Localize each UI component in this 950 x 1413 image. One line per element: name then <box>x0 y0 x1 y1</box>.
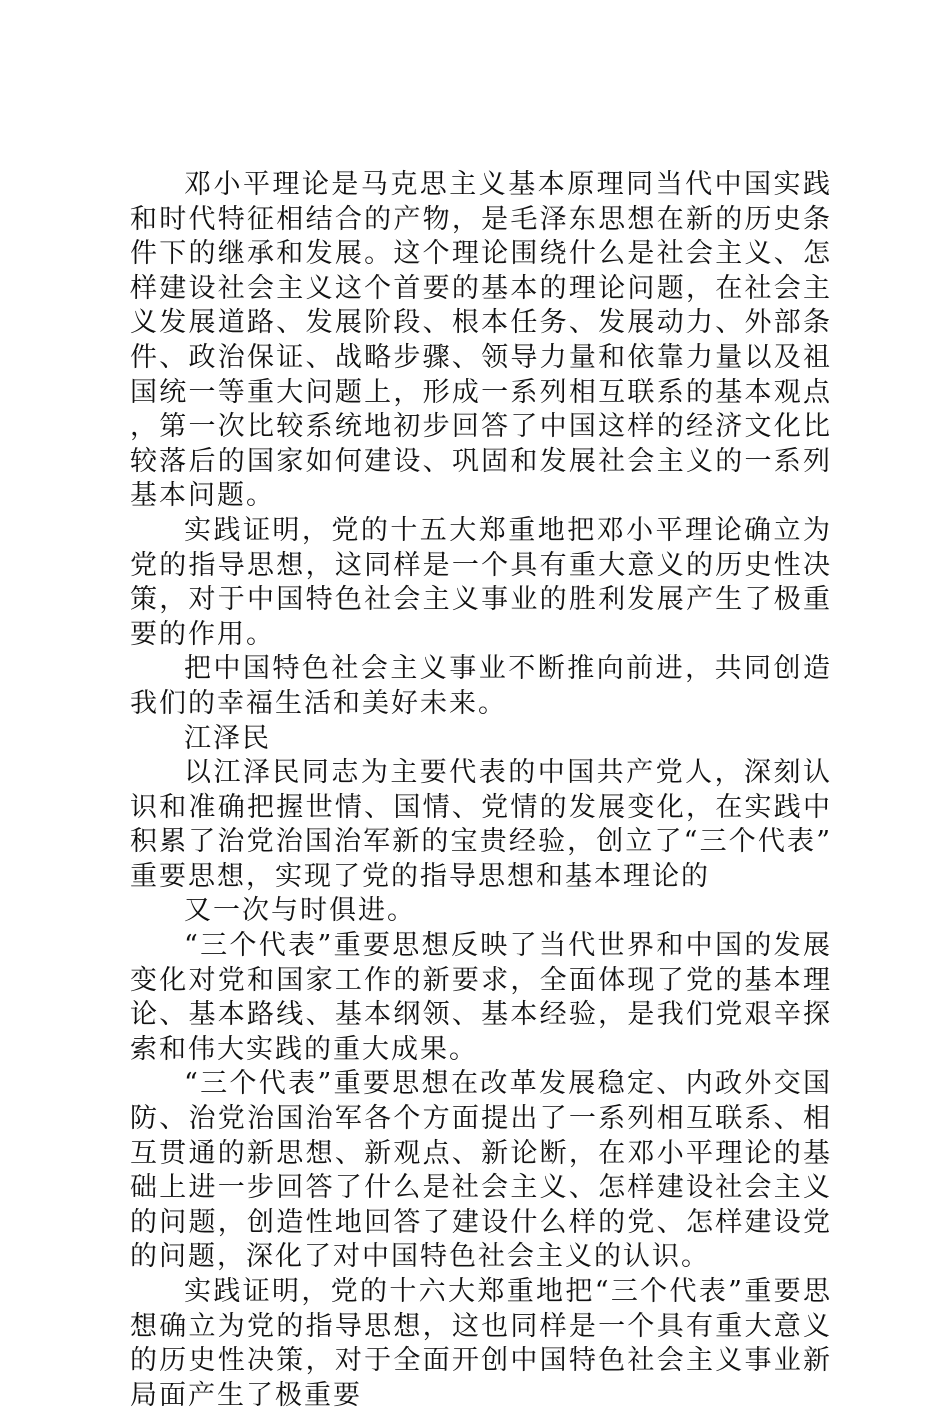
paragraph-continuation: 又一次与时俱进。 <box>184 895 416 927</box>
paragraph-advance-cause: 把中国特色社会主义事业不断推向前进，共同创造我们的幸福生活和美好未来。 <box>130 653 832 719</box>
paragraph-deng-theory: 邓小平理论是马克思主义基本原理同当代中国实践和时代特征相结合的产物，是毛泽东思想在新的历史条件下的继承和发展。这个理论围绕什么是社会主义、怎样建设社会主义这个首要的基本的理论问题，在社会主义发展道路、发展阶段、根本任务、发展动力、外部条件、政治保证、战略步骤、领导力量和依靠力量以及祖国统一等重大问题上，形成一系列相互联系的基本观点，第一次比较系统地初步回答了中国这样的经济文化比较落后的国家如何建设、巩固和发展社会主义的一系列基本问题。 <box>130 169 832 512</box>
paragraph-three-represents-reflects: “三个代表”重要思想反映了当代世界和中国的发展变化对党和国家工作的新要求，全面体现了党的基本理论、基本路线、基本纲领、基本经验，是我们党艰辛探索和伟大实践的重大成果。 <box>130 930 832 1065</box>
document-body <box>130 168 832 1413</box>
paragraph-jiang-intro: 以江泽民同志为主要代表的中国共产党人，深刻认识和准确把握世情、国情、党情的发展变化，在实践中积累了治党治国治军新的宝贵经验，创立了“三个代表”重要思想，实现了党的指导思想和基本理论的 <box>130 757 832 892</box>
paragraph-practice-16th: 实践证明，党的十六大郑重地把“三个代表”重要思想确立为党的指导思想，这也同样是一个具有重大意义的历史性决策，对于全面开创中国特色社会主义事业新局面产生了极重要 <box>130 1276 832 1411</box>
paragraph-practice-15th: 实践证明，党的十五大郑重地把邓小平理论确立为党的指导思想，这同样是一个具有重大意义的历史性决策，对于中国特色社会主义事业的胜利发展产生了极重要的作用。 <box>130 514 832 650</box>
section-heading-jiang: 江泽民 <box>184 722 271 754</box>
paragraph-three-represents-reform: “三个代表”重要思想在改革发展稳定、内政外交国防、治党治国治军各个方面提出了一系列相互联系、相互贯通的新思想、新观点、新论断，在邓小平理论的基础上进一步回答了什么是社会主义、怎样建设社会主义的问题，创造性地回答了建设什么样的党、怎样建设党的问题，深化了对中国特色社会主义的认识。 <box>130 1068 832 1273</box>
